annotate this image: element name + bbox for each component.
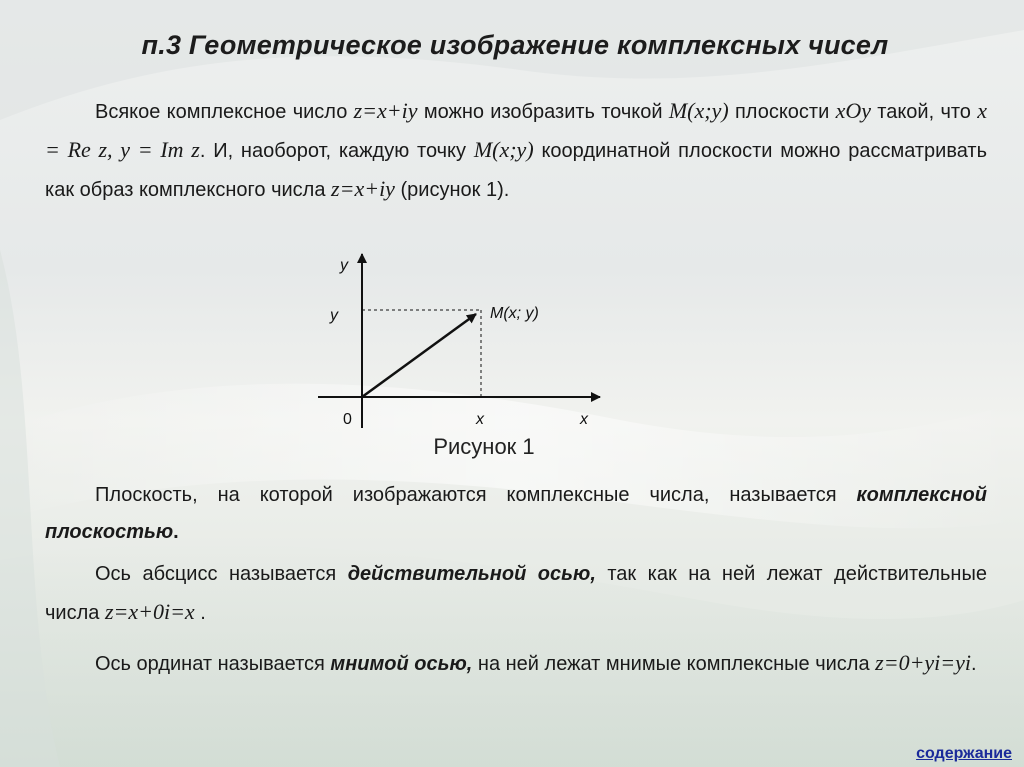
text: . И, наоборот, каждую точку: [199, 140, 474, 162]
formula-z: z=x+iy: [331, 176, 395, 201]
slide-title: п.3 Геометрическое изображение комплексных чисел: [141, 30, 889, 60]
formula-point: M(x;y): [473, 137, 534, 162]
text: .: [971, 653, 977, 675]
paragraph-definition: [45, 92, 987, 209]
formula-plane: xOy: [835, 98, 871, 123]
caption-text: Рисунок 1: [433, 434, 535, 459]
paragraph-complex-plane: [45, 477, 987, 551]
text: .: [173, 521, 179, 543]
point-label: M(x; y): [490, 305, 539, 322]
formula-z: z=x+iy: [353, 98, 418, 123]
text: .: [194, 602, 206, 624]
text: координатной плоскости можно рассматривать как образ комплексного числа: [45, 140, 988, 201]
text: (рисунок 1).: [394, 179, 510, 201]
text: так как на ней лежат действительные числа: [45, 563, 987, 624]
y-axis-label: y: [340, 257, 348, 274]
text: можно изобразить точкой: [417, 101, 669, 123]
paragraph-imaginary-axis: [45, 644, 987, 683]
figure-caption: [0, 434, 1024, 460]
text: Всякое комплексное число: [95, 101, 348, 123]
formula-re-im: x = Re z, y = Im z: [45, 98, 987, 162]
formula-imaginary: z=0+yi=yi: [875, 650, 972, 675]
y-tick-label: y: [330, 307, 338, 324]
text: плоскости: [728, 101, 836, 123]
contents-link[interactable]: содержание: [916, 745, 1012, 762]
text: Ось абсцисс называется: [95, 563, 348, 585]
text: Ось ординат называется: [95, 653, 331, 675]
origin-label: 0: [343, 411, 352, 428]
term-real-axis: действительной осью,: [347, 563, 596, 585]
radius-vector: [362, 314, 476, 397]
x-tick-label: x: [476, 411, 484, 428]
term-imaginary-axis: мнимой осью,: [330, 653, 473, 675]
text: на ней лежат мнимые комплексные числа: [472, 653, 876, 675]
term-complex-plane: комплексной плоскостью: [45, 484, 987, 543]
paragraph-real-axis: [45, 556, 987, 632]
x-axis-label: x: [580, 411, 588, 428]
figure-complex-plane: [300, 248, 620, 438]
text: Плоскость, на которой изображаются комплексные числа, называется: [95, 484, 857, 506]
formula-real: z=x+0i=x: [104, 599, 195, 624]
formula-point: M(x;y): [668, 98, 729, 123]
text: такой, что: [870, 101, 978, 123]
